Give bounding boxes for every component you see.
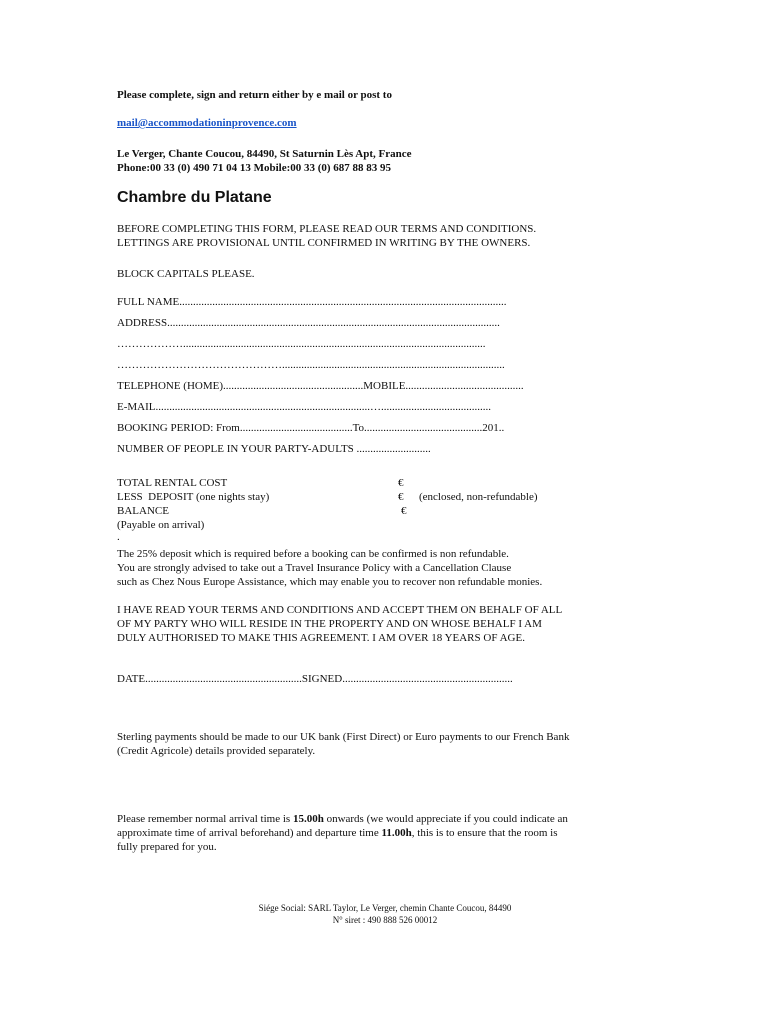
payments-line-2: (Credit Agricole) details provided separately. [117,745,316,757]
balance-label: BALANCE [117,505,169,517]
declaration-line-1: I HAVE READ YOUR TERMS AND CONDITIONS AND ACCEPT THEM ON BEHALF OF ALL [117,604,563,616]
arrival-time: 15.00h [292,813,324,825]
arrival-line-3: fully prepared for you. [117,841,217,853]
stray-dot: . [117,531,120,543]
total-cost-symbol: € [398,477,404,489]
footer-siret: N° siret : 490 888 526 00012 [332,915,438,925]
owner-phone: Phone:00 33 (0) 490 71 04 13 Mobile:00 33 (0) 687 88 83 95 [117,162,392,174]
deposit-info-line-2: You are strongly advised to take out a Travel Insurance Policy with a Cancellation Clause [117,562,512,574]
arrival-line-2-pre: approximate time of arrival beforehand) and departure time [117,827,382,839]
telephone-field[interactable]: TELEPHONE (HOME)...................................................MOBILE........................................... [117,380,524,392]
arrival-pre: Please remember normal arrival time is [117,813,293,825]
arrival-line-1 [117,812,657,826]
arrival-mid: onwards (we would appreciate if you could indicate an [323,813,568,825]
payments-info [117,730,657,758]
balance-symbol: € [401,505,407,517]
notice-line-1: BEFORE COMPLETING THIS FORM, PLEASE READ OUR TERMS AND CONDITIONS. [117,223,537,235]
booking-period-field[interactable]: BOOKING PERIOD: From.........................................To...........................................201.. [117,422,505,434]
arrival-line-2-post: , this is to ensure that the room is [411,827,558,839]
full-name-field[interactable]: FULL NAME....................................................................................................................... [117,296,507,308]
notice-line-2: LETTINGS ARE PROVISIONAL UNTIL CONFIRMED IN WRITING BY THE OWNERS. [117,237,531,249]
email-link[interactable]: mail@accommodationinprovence.com [117,117,297,129]
address-field-line-2[interactable]: ……………….............................................................................................................. [117,338,486,350]
address-field[interactable]: ADDRESS......................................................................................................................... [117,317,500,329]
deposit-info-line-1: The 25% deposit which is required before a booking can be confirmed is non refundable. [117,548,509,560]
block-capitals-note: BLOCK CAPITALS PLEASE. [117,268,255,280]
deposit-label: LESS DEPOSIT (one nights stay) [117,491,270,503]
arrival-info [117,812,657,854]
owner-address: Le Verger, Chante Coucou, 84490, St Saturnin Lès Apt, France [117,148,412,160]
total-cost-label: TOTAL RENTAL COST [117,477,228,489]
declaration-line-3: DULY AUTHORISED TO MAKE THIS AGREEMENT. I AM OVER 18 YEARS OF AGE. [117,632,525,644]
email-field[interactable]: E-MAIL..............................................................................…........................................ [117,401,491,413]
page-title: Chambre du Platane [117,189,272,206]
deposit-info-line-3: such as Chez Nous Europe Assistance, which may enable you to recover non refundable monies. [117,576,543,588]
payable-note: (Payable on arrival) [117,519,205,531]
payments-line-1: Sterling payments should be made to our UK bank (First Direct) or Euro payments to our French Bank [117,731,570,743]
deposit-note: (enclosed, non-refundable) [419,491,538,503]
instruction-text: Please complete, sign and return either by e mail or post to [117,89,392,101]
declaration [117,603,657,645]
deposit-symbol: € [398,491,404,503]
departure-time: 11.00h [381,827,412,839]
deposit-info [117,547,657,589]
declaration-line-2: OF MY PARTY WHO WILL RESIDE IN THE PROPERTY AND ON WHOSE BEHALF I AM [117,618,542,630]
address-field-line-3[interactable]: ………………………………………................................................................................. [117,359,505,371]
date-signed-field[interactable]: DATE.........................................................SIGNED.............................................................. [117,673,513,685]
arrival-line-2 [117,826,657,840]
people-field[interactable]: NUMBER OF PEOPLE IN YOUR PARTY-ADULTS ........................... [117,443,431,455]
footer-registered-office: Siége Social: SARL Taylor, Le Verger, chemin Chante Coucou, 84490 [258,903,512,913]
